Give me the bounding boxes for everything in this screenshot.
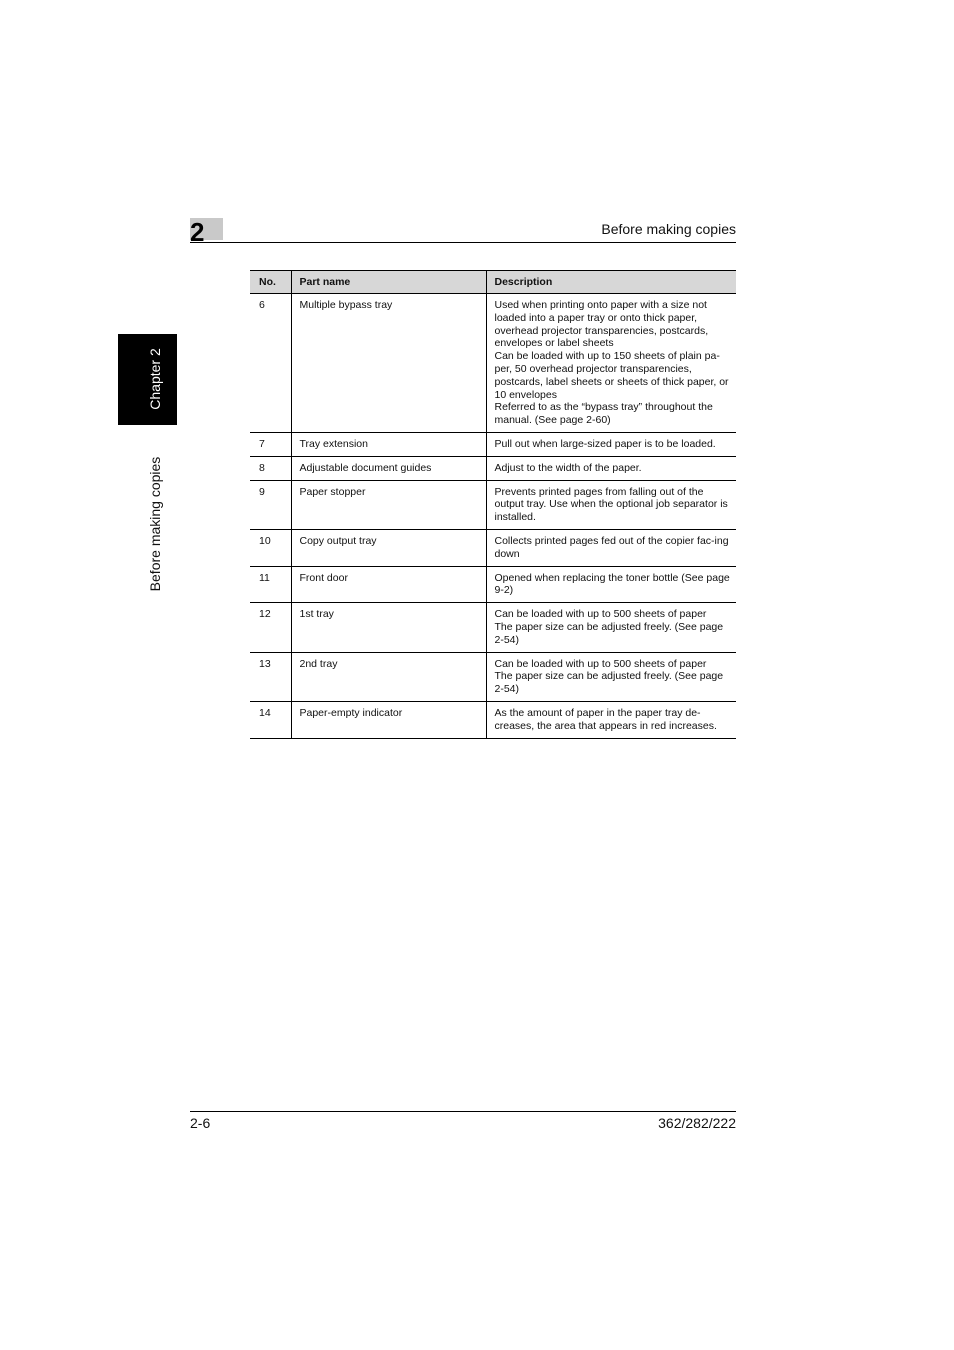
row-part-name: Tray extension bbox=[291, 432, 486, 456]
table-row bbox=[250, 456, 736, 480]
table-row bbox=[250, 652, 736, 701]
table-row bbox=[250, 701, 736, 738]
row-description bbox=[486, 480, 736, 529]
footer-page-number: 2-6 bbox=[190, 1115, 211, 1131]
table-row bbox=[250, 480, 736, 529]
description-line: Can be loaded with up to 500 sheets of paper bbox=[494, 657, 707, 670]
table-row bbox=[250, 566, 736, 603]
row-part-name: Adjustable document guides bbox=[291, 456, 486, 480]
description-line: As the amount of paper in the paper tray de-creases, the area that appears in red increases. bbox=[494, 706, 717, 732]
row-number: 7 bbox=[250, 432, 291, 456]
row-description bbox=[486, 529, 736, 566]
side-tab-section-label: Before making copies bbox=[147, 456, 163, 592]
row-number: 9 bbox=[250, 480, 291, 529]
row-number: 11 bbox=[250, 566, 291, 603]
description-line: Opened when replacing the toner bottle (See page 9-2) bbox=[494, 571, 730, 597]
description-line: Used when printing onto paper with a size not loaded into a paper tray or onto thick paper, overhead projector transparencies, postcards, envelopes or label sheets bbox=[494, 299, 709, 350]
row-description bbox=[486, 652, 736, 701]
row-description bbox=[486, 456, 736, 480]
footer-model-numbers: 362/282/222 bbox=[658, 1115, 736, 1131]
parts-table bbox=[250, 270, 736, 739]
description-line: The paper size can be adjusted freely. (See page 2-54) bbox=[494, 670, 724, 696]
row-number: 13 bbox=[250, 652, 291, 701]
table-row bbox=[250, 603, 736, 652]
row-part-name: 1st tray bbox=[291, 603, 486, 652]
row-number: 8 bbox=[250, 456, 291, 480]
row-part-name: 2nd tray bbox=[291, 652, 486, 701]
row-part-name: Paper-empty indicator bbox=[291, 701, 486, 738]
row-number: 6 bbox=[250, 294, 291, 433]
side-tab-chapter-label: Chapter 2 bbox=[147, 348, 163, 410]
description-line: Can be loaded with up to 150 sheets of plain pa-per, 50 overhead projector transparencies, postcards, label sheets or sheets of thick paper, or 10 envelopes bbox=[494, 350, 729, 401]
chapter-number: 2 bbox=[190, 217, 205, 247]
column-header-description: Description bbox=[486, 271, 736, 294]
row-description bbox=[486, 432, 736, 456]
column-header-part-name: Part name bbox=[291, 271, 486, 294]
running-header-title: Before making copies bbox=[601, 221, 736, 237]
row-part-name: Multiple bypass tray bbox=[291, 294, 486, 433]
row-number: 10 bbox=[250, 529, 291, 566]
header-rule bbox=[190, 242, 736, 243]
footer-rule bbox=[190, 1111, 736, 1112]
row-description bbox=[486, 566, 736, 603]
description-line: Collects printed pages fed out of the copier fac-ing down bbox=[494, 534, 729, 560]
row-part-name: Front door bbox=[291, 566, 486, 603]
table-row bbox=[250, 529, 736, 566]
description-line: Pull out when large-sized paper is to be loaded. bbox=[494, 437, 716, 450]
row-description bbox=[486, 701, 736, 738]
row-number: 12 bbox=[250, 603, 291, 652]
description-line: Referred to as the “bypass tray” throughout the manual. (See page 2-60) bbox=[494, 401, 713, 427]
row-description bbox=[486, 294, 736, 433]
column-header-no: No. bbox=[250, 271, 291, 294]
description-line: Prevents printed pages from falling out of the output tray. Use when the optional job separator is installed. bbox=[494, 485, 728, 524]
row-part-name: Copy output tray bbox=[291, 529, 486, 566]
description-line: Adjust to the width of the paper. bbox=[494, 461, 642, 474]
description-line: Can be loaded with up to 500 sheets of paper bbox=[494, 608, 707, 621]
table-header-row bbox=[250, 271, 736, 294]
row-part-name: Paper stopper bbox=[291, 480, 486, 529]
description-line: The paper size can be adjusted freely. (See page 2-54) bbox=[494, 620, 724, 646]
table-row bbox=[250, 432, 736, 456]
row-description bbox=[486, 603, 736, 652]
row-number: 14 bbox=[250, 701, 291, 738]
table-row bbox=[250, 294, 736, 433]
